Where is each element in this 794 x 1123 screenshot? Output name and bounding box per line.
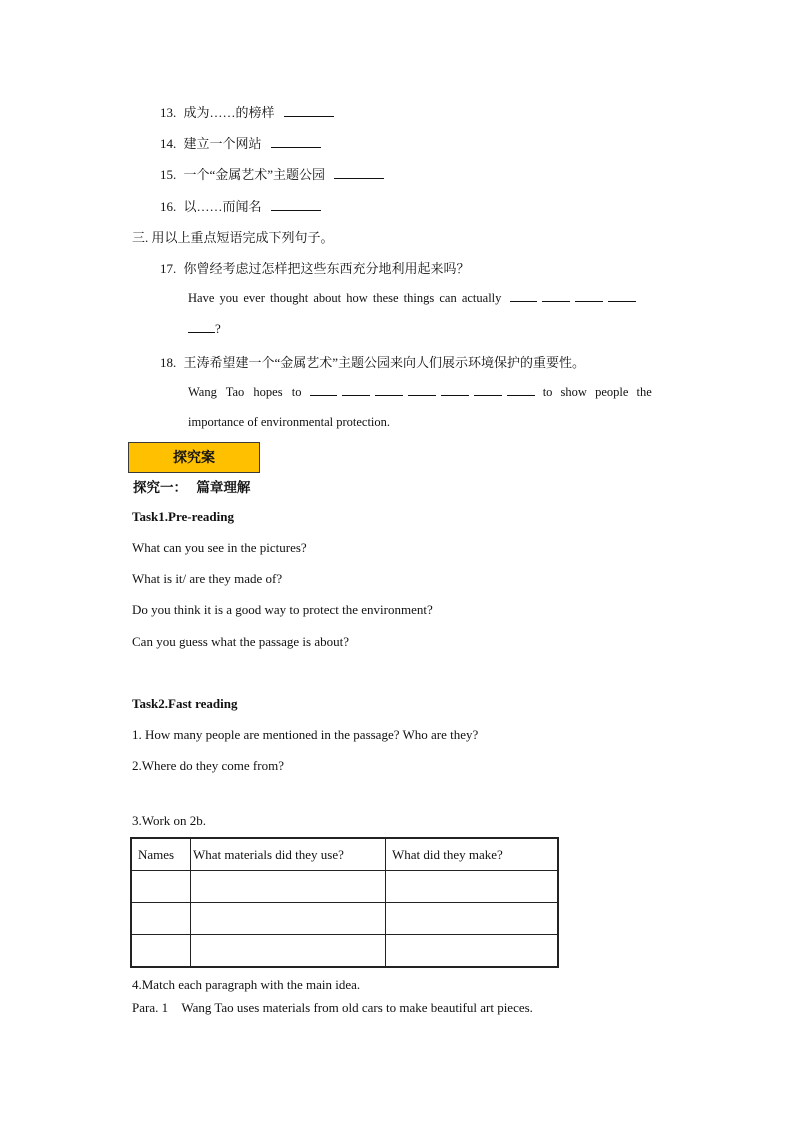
question-text: 王涛希望建一个“金属艺术”主题公园来向人们展示环境保护的重要性。	[183, 355, 586, 370]
answer-blank[interactable]	[334, 167, 384, 179]
table-cell[interactable]	[131, 871, 191, 903]
inquiry-1-title: 探究一： 篇章理解	[133, 480, 251, 496]
answer-blank[interactable]	[575, 290, 603, 302]
task1-title: Task1.Pre-reading	[132, 509, 234, 524]
table-cell[interactable]	[131, 935, 191, 968]
item-text: 成为……的榜样	[183, 105, 275, 120]
item-text: 一个“金属艺术”主题公园	[183, 167, 326, 182]
item-number: 15.	[160, 167, 177, 182]
answer-blank[interactable]	[507, 384, 535, 396]
table-header-row	[131, 838, 558, 871]
para-main-idea: Wang Tao uses materials from old cars to make beautiful art pieces.	[181, 1000, 533, 1015]
answer-blank[interactable]	[375, 384, 403, 396]
para-label: Para. 1	[132, 1000, 169, 1015]
vocab-item-13	[160, 102, 334, 121]
vocab-item-15	[160, 164, 384, 183]
sentence-text-cont: to show people the	[542, 385, 652, 399]
inquiry-label: 探究案	[128, 442, 260, 473]
question-text: 你曾经考虑过怎样把这些东西充分地利用起来吗？	[183, 261, 470, 276]
item-text: 建立一个网站	[183, 136, 262, 151]
answer-blank[interactable]	[188, 321, 215, 333]
table-cell[interactable]	[386, 903, 559, 935]
q18-english-line2: importance of environmental protection.	[188, 415, 391, 429]
task1-question: Can you guess what the passage is about?	[132, 634, 349, 649]
header-made: What did they make?	[386, 838, 559, 871]
table-cell[interactable]	[131, 903, 191, 935]
answer-blank[interactable]	[342, 384, 370, 396]
q17-english-line1	[188, 290, 636, 306]
table-cell[interactable]	[191, 935, 386, 968]
answer-blank[interactable]	[608, 290, 636, 302]
question-number: 18.	[160, 355, 177, 370]
table-row	[131, 903, 558, 935]
answer-blank[interactable]	[441, 384, 469, 396]
paragraph-match-1	[132, 1000, 533, 1016]
table-row	[131, 871, 558, 903]
item-number: 13.	[160, 105, 177, 120]
sentence-text: Wang Tao hopes to	[188, 385, 302, 399]
answer-blank[interactable]	[271, 136, 321, 148]
section-3-title: 三. 用以上重点短语完成下列句子。	[132, 230, 334, 245]
header-materials: What materials did they use?	[191, 838, 386, 871]
item-number: 16.	[160, 199, 177, 214]
sentence-text: Have you ever thought about how these things can actually	[188, 291, 502, 305]
item-number: 14.	[160, 136, 177, 151]
task1-question: What can you see in the pictures?	[132, 540, 307, 555]
task2-title: Task2.Fast reading	[132, 696, 238, 711]
table-cell[interactable]	[191, 871, 386, 903]
table-cell[interactable]	[386, 871, 559, 903]
q18-chinese	[160, 352, 585, 371]
table-row	[131, 935, 558, 968]
materials-table	[130, 837, 559, 968]
task2-question-4: 4.Match each paragraph with the main idea.	[132, 977, 361, 992]
q18-english-line1	[188, 384, 652, 400]
q17-chinese	[160, 258, 470, 277]
task2-question-1: 1. How many people are mentioned in the passage? Who are they?	[132, 727, 479, 742]
question-mark: ?	[215, 321, 221, 336]
vocab-item-16	[160, 196, 321, 215]
header-names: Names	[131, 838, 191, 871]
answer-blank[interactable]	[284, 105, 334, 117]
vocab-item-14	[160, 133, 321, 152]
q17-english-line2	[188, 321, 221, 337]
answer-blank[interactable]	[510, 290, 537, 302]
task1-question: Do you think it is a good way to protect the environment?	[132, 602, 433, 617]
table-cell[interactable]	[191, 903, 386, 935]
answer-blank[interactable]	[474, 384, 502, 396]
question-number: 17.	[160, 261, 177, 276]
answer-blank[interactable]	[408, 384, 436, 396]
answer-blank[interactable]	[271, 199, 321, 211]
task2-question-3: 3.Work on 2b.	[132, 813, 207, 828]
answer-blank[interactable]	[310, 384, 337, 396]
table-cell[interactable]	[386, 935, 559, 968]
answer-blank[interactable]	[542, 290, 570, 302]
item-text: 以……而闻名	[183, 199, 262, 214]
task2-question-2: 2.Where do they come from?	[132, 758, 284, 773]
task1-question: What is it/ are they made of?	[132, 571, 283, 586]
